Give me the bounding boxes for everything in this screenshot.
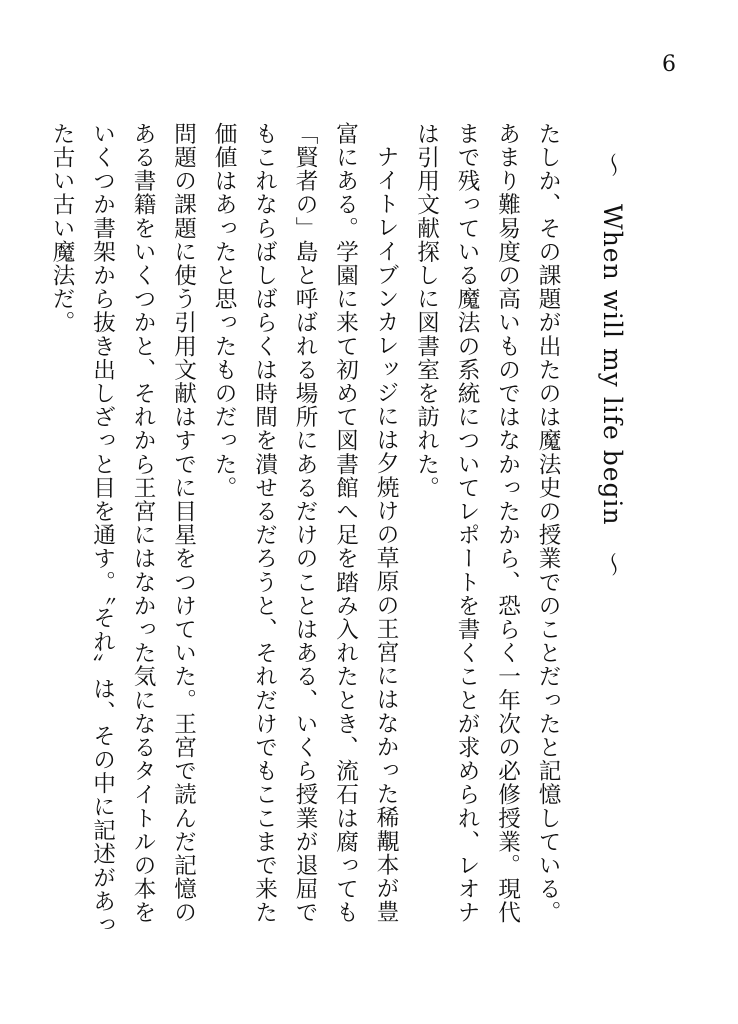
body-text [49,122,568,942]
paragraph: ナイトレイブンカレッジには夕焼けの草原の王宮にはなかった稀覯本が豊富にある。学園に来て初めて図書館へ足を踏み入れたとき、流石は腐っても「賢者の」島と呼ばれる場所にあるだけのことはある、いくら授業が退屈でもこれならばしばらくは時間を潰せるだろうと、それだけでもここまで来た価値はあったと思ったものだった。 [211,122,399,925]
chapter-title: 〜 When will my life begin 〜 [598,152,627,578]
page-number: 6 [662,52,676,77]
paragraph: 問題の課題に使う引用文献はすでに目星をつけていた。王宮で読んだ記憶のある書籍をいくつかと、それから王宮にはなかった気になるタイトルの本をいくつか書架から抜き出しざっと目を通す。〝それ〟は、その中に記述があった古い古い魔法だ。 [49,122,197,937]
paragraph: たしか、その課題が出たのは魔法史の授業でのことだったと記憶している。あまり難易度の高いものではなかったから、恐らく一年次の必修授業。現代まで残っている魔法の系統についてレポートを書くことが求められ、レオナは引用文献探しに図書室を訪れた。 [413,122,561,925]
